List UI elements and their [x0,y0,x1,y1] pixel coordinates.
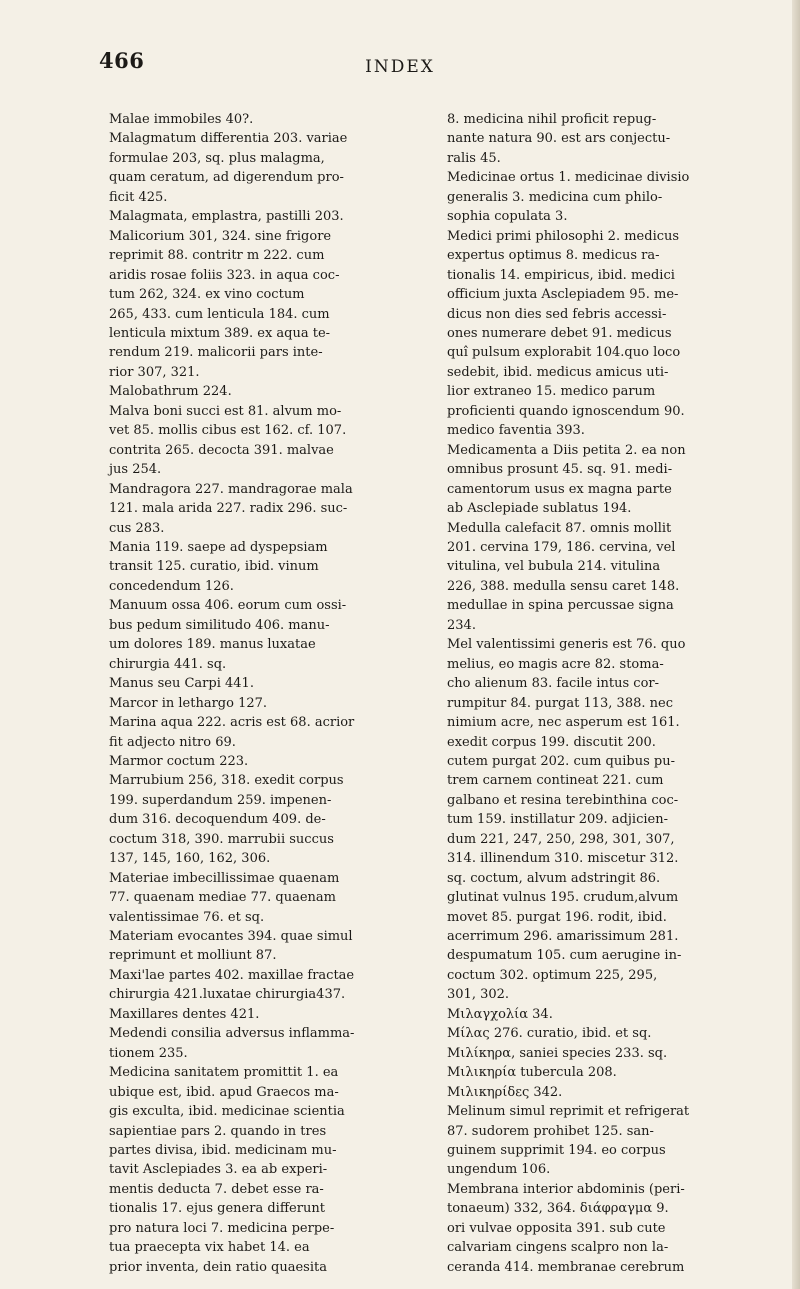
entry-line: Membrana interior abdominis (peri- [447,1181,685,1197]
entry-line: dicus non dies sed febris accessi- [447,306,667,322]
entry-line: tavit Asclepiades 3. ea ab experi- [109,1162,328,1178]
entry-line: 199. superdandum 259. impenen- [109,792,332,808]
entry-line: despumatum 105. cum aerugine in- [447,948,682,964]
entry-line: chirurgia 441. sq. [109,656,227,672]
index-entry [447,1044,747,1063]
entry-line: cutem purgat 202. cum quibus pu- [447,753,675,769]
entry-line: Materiae imbecillissimae quaenam [109,870,340,886]
entry-line: Medendi consilia adversus inflamma- [109,1026,355,1042]
entry-line: 301, 302. [447,987,510,1003]
running-head: INDEX [365,57,435,77]
index-entry [447,110,747,168]
entry-line: rendum 219. malicorii pars inte- [109,345,323,361]
entry-line: omnibus prosunt 45. sq. 91. medi- [447,462,673,478]
entry-line: Malicorium 301, 324. sine frigore [109,228,332,244]
index-entry [447,441,747,519]
entry-line: medullae in spina percussae signa [447,598,674,614]
entry-line: Marina aqua 222. acris est 68. acrior [109,715,355,731]
index-entry [109,771,409,868]
entry-line: 201. cervina 179, 186. cervina, vel [447,539,676,555]
entry-line: Manuum ossa 406. eorum cum ossi- [109,598,347,614]
index-entry [109,752,409,771]
entry-line: sapientiae pars 2. quando in tres [109,1123,327,1139]
index-entry [109,694,409,713]
entry-line: fit adjecto nitro 69. [109,734,236,750]
entry-line: Medicina sanitatem promittit 1. ea [109,1065,339,1081]
entry-line: glutinat vulnus 195. crudum,alvum [447,890,679,906]
entry-line: ceranda 414. membranae cerebrum [447,1259,685,1275]
index-entry [109,1024,409,1063]
entry-line: tionem 235. [109,1045,188,1061]
entry-line: ones numerare debet 91. medicus [447,325,672,341]
index-entry [447,519,747,636]
entry-line: reprimit 88. contritr m 222. cum [109,248,325,264]
index-entry [109,207,409,226]
index-entry [109,538,409,596]
entry-line: prior inventa, dein ratio quaesita [109,1259,327,1275]
entry-line: 8. medicina nihil proficit repug- [447,112,657,127]
index-entry [109,1063,409,1277]
index-entry [109,1005,409,1024]
entry-line: camentorum usus ex magna parte [447,481,672,497]
index-entry [447,1005,747,1024]
entry-line: ralis 45. [447,150,501,166]
entry-line: movet 85. purgat 196. rodit, ibid. [447,909,667,925]
entry-line: cus 283. [109,520,165,536]
entry-line: Medulla calefacit 87. omnis mollit [447,520,672,536]
left-column [109,110,409,1277]
entry-line: 121. mala arida 227. radix 296. suc- [109,501,348,517]
index-entry [447,227,747,441]
entry-line: Mania 119. saepe ad dyspepsiam [109,539,328,555]
entry-line: valentissimae 76. et sq. [109,909,265,925]
entry-line: tum 159. instillatur 209. adjicien- [447,812,668,828]
entry-line: lior extraneo 15. medico parum [447,384,656,400]
index-entry [109,382,409,401]
entry-line: nante natura 90. est ars conjectu- [447,131,671,147]
index-entry [109,596,409,674]
entry-line: gis exculta, ibid. medicinae scientia [109,1104,345,1120]
entry-line: pro natura loci 7. medicina perpe- [109,1220,335,1236]
entry-line: calvariam cingens scalpro non la- [447,1240,669,1256]
entry-line: medico faventia 393. [447,423,585,439]
entry-line: nimium acre, nec asperum est 161. [447,715,680,731]
entry-line: mentis deducta 7. debet esse ra- [109,1181,324,1197]
index-entry [109,402,409,480]
entry-line: dum 221, 247, 250, 298, 301, 307, [447,831,675,847]
entry-line: melius, eo magis acre 82. stoma- [447,656,664,672]
page-edge [792,0,800,1289]
entry-line: Μιλικηρία tubercula 208. [447,1065,617,1081]
index-entry [447,1102,747,1180]
right-column [447,110,747,1277]
index-entry [109,227,409,383]
entry-line: sq. coctum, alvum adstringit 86. [447,870,661,886]
index-entry [109,869,409,927]
entry-line: galbano et resina terebinthina coc- [447,792,679,808]
entry-line: dum 316. decoquendum 409. de- [109,812,326,828]
entry-line: expertus optimus 8. medicus ra- [447,248,660,264]
entry-line: tum 262, 324. ex vino coctum [109,287,305,303]
index-entry [109,110,409,129]
entry-line: officium juxta Asclepiadem 95. me- [447,287,679,303]
entry-line: chirurgia 421.luxatae chirurgia437. [109,987,346,1003]
entry-line: ab Asclepiade sublatus 194. [447,501,632,517]
entry-line: Μιλικηρίδες 342. [447,1084,563,1100]
entry-line: acerrimum 296. amarissimum 281. [447,929,679,945]
entry-line: Μιλίκηρα, saniei species 233. sq. [447,1045,668,1061]
entry-line: Melinum simul reprimit et refrigerat [447,1104,690,1120]
entry-line: um dolores 189. manus luxatae [109,637,316,653]
entry-line: jus 254. [109,462,162,478]
entry-line: ungendum 106. [447,1162,551,1178]
entry-line: 226, 388. medulla sensu caret 148. [447,578,680,594]
index-entry [447,635,747,1005]
entry-line: quam ceratum, ad digerendum pro- [109,170,344,186]
entry-line: Malagmata, emplastra, pastilli 203. [109,209,344,225]
index-entry [447,1180,747,1277]
entry-line: vet 85. mollis cibus est 162. cf. 107. [109,423,347,439]
entry-line: sophia copulata 3. [447,209,568,225]
entry-line: Marmor coctum 223. [109,753,249,769]
entry-line: reprimunt et molliunt 87. [109,948,277,964]
entry-line: trem carnem contineat 221. cum [447,773,664,789]
entry-line: coctum 302. optimum 225, 295, [447,967,658,983]
entry-line: 265, 433. cum lenticula 184. cum [109,306,330,322]
page-number: 466 [99,48,145,73]
index-entry [447,1024,747,1043]
entry-line: formulae 203, sq. plus malagma, [109,150,325,166]
entry-line: Marrubium 256, 318. exedit corpus [109,773,344,789]
entry-line: Malae immobiles 40?. [109,112,254,127]
entry-line: rior 307, 321. [109,364,200,380]
entry-line: transit 125. curatio, ibid. vinum [109,559,319,575]
index-entry [447,1083,747,1102]
entry-line: Malagmatum differentia 203. variae [109,131,348,147]
entry-line: exedit corpus 199. discutit 200. [447,734,656,750]
entry-line: tua praecepta vix habet 14. ea [109,1240,310,1256]
entry-line: Medici primi philosophi 2. medicus [447,228,680,244]
index-entry [447,1063,747,1082]
entry-line: Medicinae ortus 1. medicinae divisio [447,170,690,186]
entry-line: tionalis 14. empiricus, ibid. medici [447,267,675,283]
entry-line: Marcor in lethargo 127. [109,695,268,711]
entry-line: aridis rosae foliis 323. in aqua coc- [109,267,340,283]
entry-line: ficit 425. [109,189,168,205]
entry-line: 77. quaenam mediae 77. quaenam [109,890,336,906]
entry-line: ori vulvae opposita 391. sub cute [447,1220,666,1236]
entry-line: rumpitur 84. purgat 113, 388. nec [447,695,673,711]
index-entry [109,713,409,752]
entry-line: ubique est, ibid. apud Graecos ma- [109,1084,339,1100]
entry-line: 234. [447,617,476,633]
entry-line: lenticula mixtum 389. ex aqua te- [109,325,331,341]
index-entry [109,129,409,207]
entry-line: Manus seu Carpi 441. [109,676,254,692]
entry-line: Malobathrum 224. [109,384,232,400]
entry-line: sedebit, ibid. medicus amicus uti- [447,364,669,380]
entry-line: vitulina, vel bubula 214. vitulina [447,559,661,575]
index-entry [109,927,409,966]
entry-line: generalis 3. medicina cum philo- [447,189,663,205]
entry-line: Maxi'lae partes 402. maxillae fractae [109,967,355,983]
entry-line: Μιλαγχολία 34. [447,1006,553,1022]
entry-line: 137, 145, 160, 162, 306. [109,851,271,867]
entry-line: coctum 318, 390. marrubii succus [109,831,334,847]
index-entry [109,674,409,693]
index-entry [109,480,409,538]
entry-line: 314. illinendum 310. miscetur 312. [447,851,679,867]
entry-line: Mandragora 227. mandragorae mala [109,481,353,497]
entry-line: Malva boni succi est 81. alvum mo- [109,403,342,419]
entry-line: tonaeum) 332, 364. διάφραγμα 9. [447,1201,669,1217]
entry-line: proficienti quando ignoscendum 90. [447,403,685,419]
entry-line: tionalis 17. ejus genera differunt [109,1201,325,1217]
entry-line: contrita 265. decocta 391. malvae [109,442,334,458]
entry-line: Maxillares dentes 421. [109,1006,260,1022]
entry-line: cho alienum 83. facile intus cor- [447,676,660,692]
entry-line: Medicamenta a Diis petita 2. ea non [447,442,686,458]
entry-line: 87. sudorem prohibet 125. san- [447,1123,654,1139]
index-entry [109,966,409,1005]
index-entry [447,168,747,226]
entry-line: Materiam evocantes 394. quae simul [109,929,353,945]
entry-line: bus pedum similitudo 406. manu- [109,617,330,633]
entry-line: quî pulsum explorabit 104.quo loco [447,345,681,361]
entry-line: Mel valentissimi generis est 76. quo [447,637,686,653]
entry-line: guinem supprimit 194. eo corpus [447,1143,666,1159]
entry-line: Μίλας 276. curatio, ibid. et sq. [447,1026,652,1042]
entry-line: partes divisa, ibid. medicinam mu- [109,1143,337,1159]
entry-line: concedendum 126. [109,578,234,594]
